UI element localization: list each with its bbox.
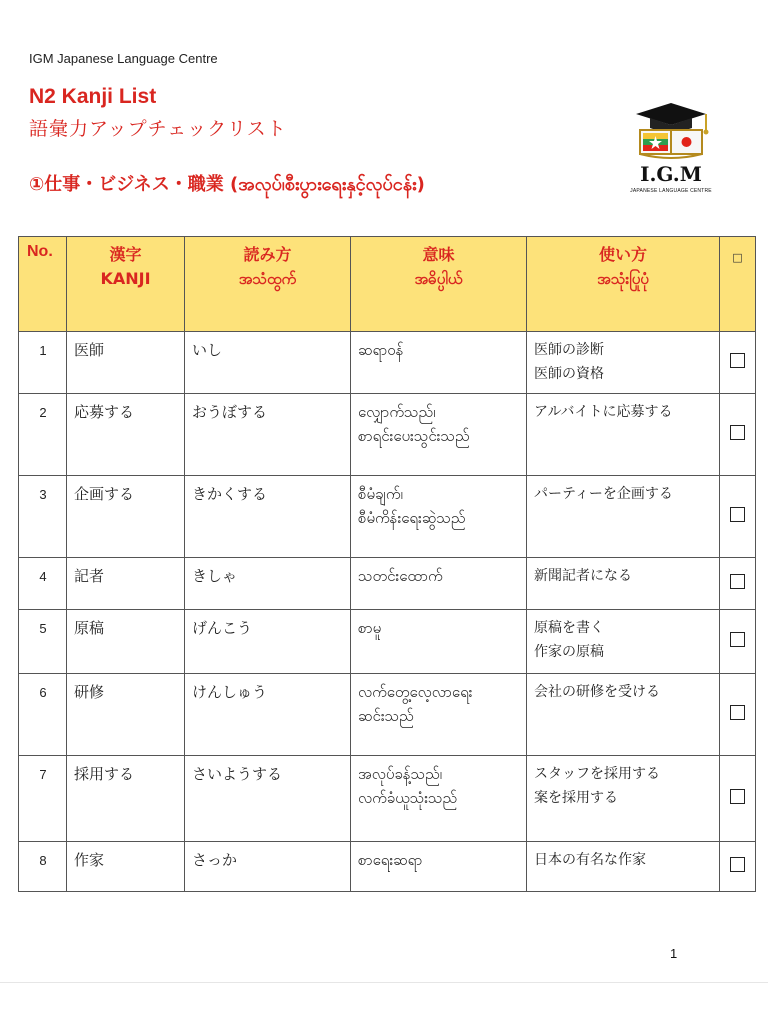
- row-checkbox[interactable]: [720, 756, 756, 842]
- row-number: 5: [19, 610, 67, 674]
- row-usage: 日本の有名な作家: [527, 842, 720, 892]
- row-meaning: အလုပ်ခန့်သည်၊ လက်ခံယူသုံးသည်: [351, 756, 527, 842]
- header-meaning: 意味 အဓိပ္ပါယ်: [351, 237, 527, 332]
- page-subtitle: 語彙力アップチェックリスト: [29, 118, 287, 140]
- row-usage: 新聞記者になる: [527, 558, 720, 610]
- row-number: 1: [19, 332, 67, 394]
- row-reading: いし: [185, 332, 351, 394]
- row-kanji: 原稿: [67, 610, 185, 674]
- row-kanji: 記者: [67, 558, 185, 610]
- checkbox-icon[interactable]: [730, 857, 745, 872]
- row-checkbox[interactable]: [720, 394, 756, 476]
- row-reading: きかくする: [185, 476, 351, 558]
- row-kanji: 作家: [67, 842, 185, 892]
- logo-text: I.G.M: [640, 162, 702, 186]
- row-usage: 会社の研修を受ける: [527, 674, 720, 756]
- page-title: N2 Kanji List: [29, 85, 157, 108]
- row-number: 2: [19, 394, 67, 476]
- row-usage: 原稿を書く 作家の原稿: [527, 610, 720, 674]
- table-row: [19, 610, 756, 674]
- checkbox-icon[interactable]: [730, 353, 745, 368]
- row-meaning: သတင်းထောက်: [351, 558, 527, 610]
- row-usage: パーティーを企画する: [527, 476, 720, 558]
- row-meaning: စီမံချက်၊ စီမံကိန်းရေးဆွဲသည်: [351, 476, 527, 558]
- section-heading: ①仕事・ビジネス・職業 (အလုပ်၊စီးပွားရေးနှင့်လုပ်ငန်း): [29, 174, 425, 195]
- row-number: 7: [19, 756, 67, 842]
- checkbox-icon[interactable]: [730, 507, 745, 522]
- row-usage: 医師の診断 医師の資格: [527, 332, 720, 394]
- header-no: No.: [19, 237, 67, 332]
- row-number: 8: [19, 842, 67, 892]
- table-header-row: [19, 237, 756, 332]
- table-row: [19, 756, 756, 842]
- row-checkbox[interactable]: [720, 558, 756, 610]
- row-reading: けんしゅう: [185, 674, 351, 756]
- page-divider: [0, 982, 768, 983]
- table-row: [19, 842, 756, 892]
- row-reading: さっか: [185, 842, 351, 892]
- row-number: 4: [19, 558, 67, 610]
- row-meaning: လျှောက်သည်၊ စာရင်းပေးသွင်းသည်: [351, 394, 527, 476]
- row-meaning: စာမူ: [351, 610, 527, 674]
- checkbox-icon[interactable]: [730, 574, 745, 589]
- row-number: 6: [19, 674, 67, 756]
- table-row: [19, 476, 756, 558]
- header-check: □: [720, 237, 756, 332]
- row-meaning: ဆရာဝန်: [351, 332, 527, 394]
- org-name: IGM Japanese Language Centre: [29, 51, 218, 66]
- row-reading: げんこう: [185, 610, 351, 674]
- checkbox-icon[interactable]: [730, 789, 745, 804]
- row-reading: おうぼする: [185, 394, 351, 476]
- igm-logo: [626, 100, 716, 200]
- row-kanji: 採用する: [67, 756, 185, 842]
- graduation-cap-book-icon: [626, 100, 716, 162]
- table-row: [19, 394, 756, 476]
- checkbox-icon[interactable]: [730, 632, 745, 647]
- kanji-table: [18, 236, 756, 892]
- table-row: [19, 558, 756, 610]
- header-reading: 読み方 အသံထွက်: [185, 237, 351, 332]
- row-checkbox[interactable]: [720, 674, 756, 756]
- row-kanji: 応募する: [67, 394, 185, 476]
- row-checkbox[interactable]: [720, 842, 756, 892]
- row-reading: さいようする: [185, 756, 351, 842]
- row-kanji: 企画する: [67, 476, 185, 558]
- checkbox-icon[interactable]: [730, 425, 745, 440]
- row-kanji: 研修: [67, 674, 185, 756]
- row-checkbox[interactable]: [720, 610, 756, 674]
- header-kanji: 漢字 KANJI: [67, 237, 185, 332]
- row-meaning: စာရေးဆရာ: [351, 842, 527, 892]
- row-meaning: လက်တွေ့လေ့လာရေး ဆင်းသည်: [351, 674, 527, 756]
- row-checkbox[interactable]: [720, 332, 756, 394]
- row-reading: きしゃ: [185, 558, 351, 610]
- table-row: [19, 332, 756, 394]
- header-usage: 使い方 အသုံးပြုပုံ: [527, 237, 720, 332]
- checkbox-icon[interactable]: [730, 705, 745, 720]
- row-checkbox[interactable]: [720, 476, 756, 558]
- row-usage: スタッフを採用する 案を採用する: [527, 756, 720, 842]
- table-row: [19, 674, 756, 756]
- page-number: 1: [670, 946, 678, 961]
- row-number: 3: [19, 476, 67, 558]
- logo-subtext: JAPANESE LANGUAGE CENTRE: [630, 188, 712, 194]
- row-kanji: 医師: [67, 332, 185, 394]
- row-usage: アルバイトに応募する: [527, 394, 720, 476]
